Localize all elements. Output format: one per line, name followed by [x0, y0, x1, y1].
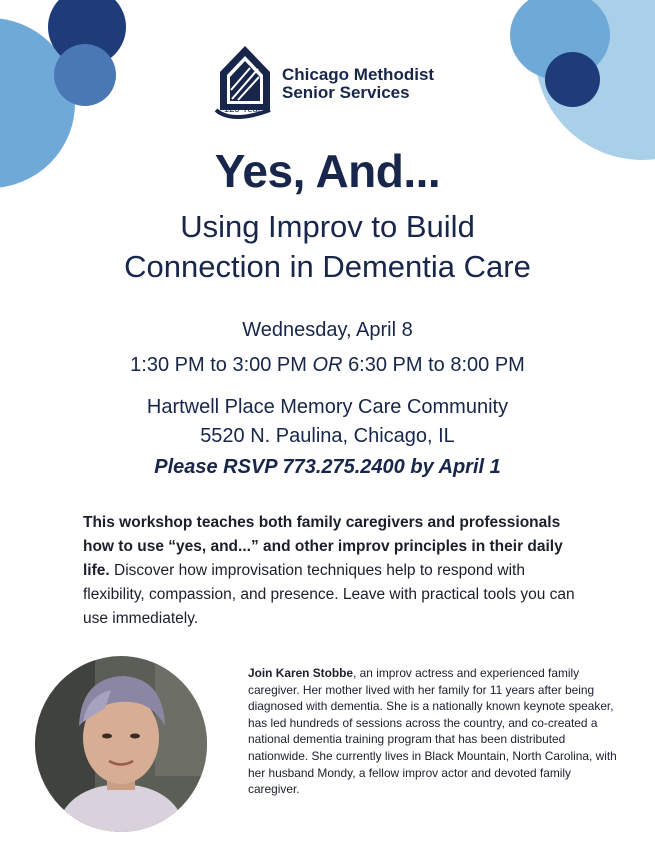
logo-name — [282, 66, 434, 102]
event-times — [0, 354, 655, 377]
subtitle-line1: Using Improv to Build — [180, 209, 475, 244]
time-first: 1:30 PM to 3:00 PM — [130, 354, 307, 376]
venue-name: Hartwell Place Memory Care Community — [146, 396, 509, 418]
description-lead: This workshop teaches both family caregivers and professionals how to use “yes, and...” and other improv principles in their daily life. — [83, 514, 563, 579]
organization-logo — [212, 44, 462, 124]
event-venue — [0, 393, 655, 451]
deco-circle-navy-right — [545, 52, 600, 107]
venue-address: 5520 N. Paulina, Chicago, IL — [200, 425, 455, 447]
rsvp-line: Please RSVP 773.275.2400 by April 1 — [154, 456, 501, 478]
speaker-photo — [35, 656, 207, 832]
event-date: Wednesday, April 8 — [242, 319, 413, 341]
speaker-bio — [248, 665, 620, 798]
page-subtitle — [0, 207, 655, 287]
logo-years: 125 Years — [224, 104, 266, 114]
subtitle-line2: Connection in Dementia Care — [124, 249, 531, 284]
time-or: OR — [312, 354, 343, 376]
page-title: Yes, And... — [214, 145, 441, 197]
bio-rest: , an improv actress and experienced family caregiver. Her mother lived with her family for 11 years after being diagnosed with dementia. She is a nationally known keynote speaker, has led hundreds of sessions across the country, and co-created a national dementia training program that has been distributed nationwide. She currently lives in Black Mountain, North Carolina, with her husband Mondy, a fellow improv actor and devoted family caregiver. — [248, 666, 617, 797]
time-second: 6:30 PM to 8:00 PM — [348, 354, 525, 376]
deco-circle-mid-left — [54, 44, 116, 106]
workshop-description — [83, 511, 583, 631]
logo-name-line1: Chicago Methodist — [282, 65, 435, 84]
description-rest: Discover how improvisation techniques help to respond with flexibility, compassion, and presence. Leave with practical tools you can use immediately. — [83, 562, 575, 627]
logo-name-line2: Senior Services — [282, 83, 410, 102]
bio-lead: Join Karen Stobbe — [248, 666, 354, 680]
